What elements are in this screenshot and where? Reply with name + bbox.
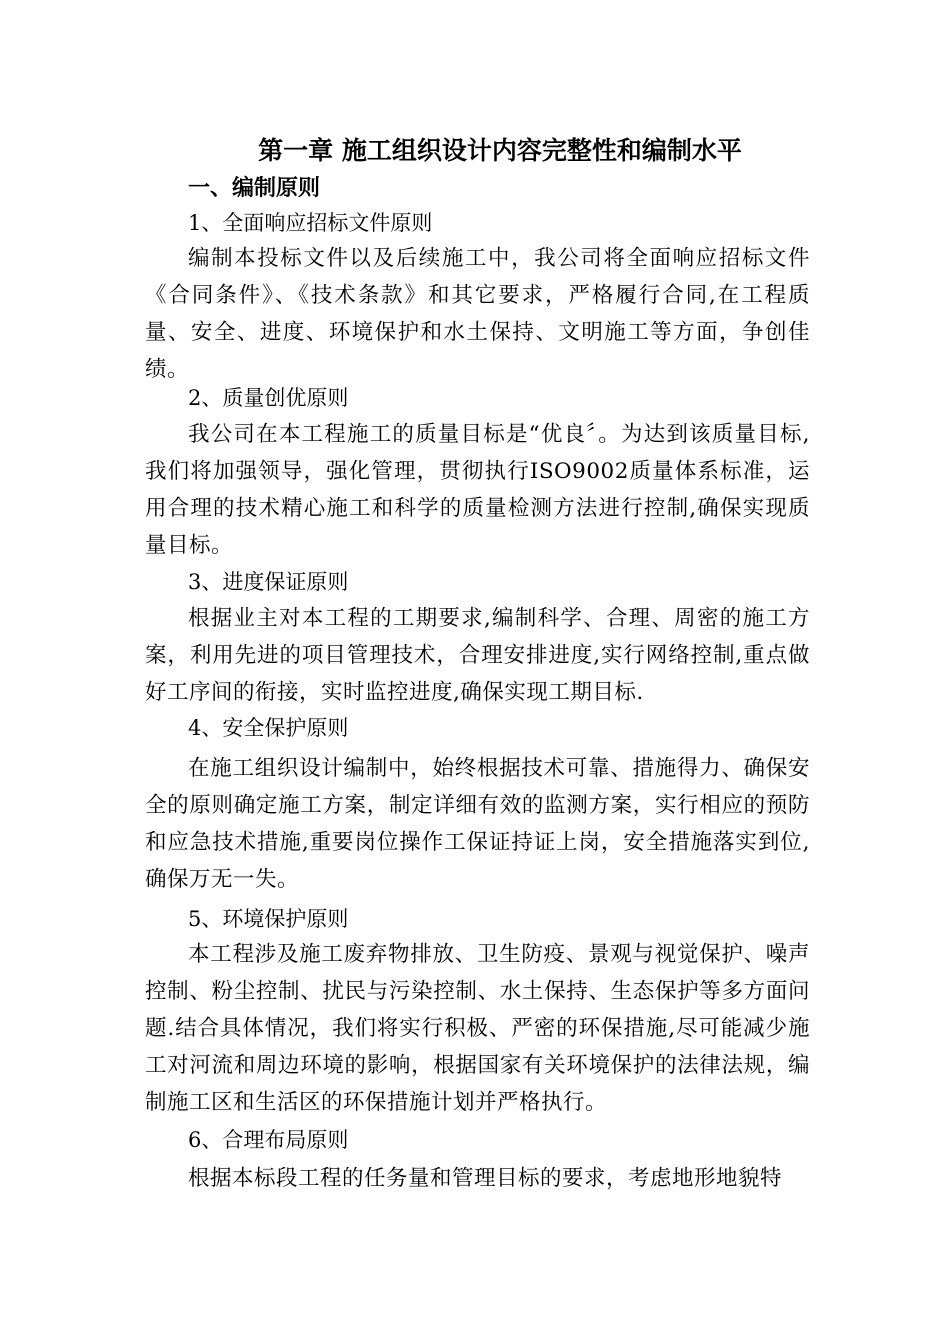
principle-text-5: 本工程涉及施工废弃物排放、卫生防疫、景观与视觉保护、噪声控制、粉尘控制、扰民与污染控制、水土保持、生态保护等多方面问题.结合具体情况，我们将实行积极、严密的环保措施,尽可能减少施工对河流和周边环境的影响，根据国家有关环境保护的法律法规，编制施工区和生活区的环保措施计划并严格执行。 — [145, 942, 810, 1115]
principle-text-6: 根据本标段工程的任务量和管理目标的要求，考虑地形地貌特 — [188, 1166, 783, 1191]
chapter-title: 第一章 施工组织设计内容完整性和编制水平 — [258, 136, 742, 165]
principle-text-4: 在施工组织设计编制中，始终根据技术可靠、措施得力、确保安全的原则确定施工方案，制定详细有效的监测方案，实行相应的预防和应急技术措施,重要岗位操作工保证持证上岗，安全措施落实到位,确保万无一失。 — [145, 756, 810, 892]
principle-heading-6: 6、合理布局原则 — [188, 1128, 349, 1152]
section-heading: 一、编制原则 — [188, 175, 321, 201]
principle-heading-5: 5、环境保护原则 — [188, 907, 349, 931]
principle-heading-1: 1、全面响应招标文件原则 — [188, 211, 433, 235]
principle-text-2: 我公司在本工程施工的质量目标是“优良〞。为达到该质量目标,我们将加强领导，强化管理，贯彻执行ISO9002质量体系标准，运用合理的技术精心施工和科学的质量检测方法进行控制,确保实现质量目标。 — [145, 422, 810, 558]
principle-text-1: 编制本投标文件以及后续施工中，我公司将全面响应招标文件《合同条件》、《技术条款》和其它要求，严格履行合同,在工程质量、安全、进度、环境保护和水土保持、文明施工等方面，争创佳绩。 — [145, 246, 810, 382]
principle-heading-2: 2、质量创优原则 — [188, 386, 349, 410]
principle-text-3: 根据业主对本工程的工期要求,编制科学、合理、周密的施工方案，利用先进的项目管理技术，合理安排进度,实行网络控制,重点做好工序间的衔接，实时监控进度,确保实现工期目标. — [145, 606, 810, 705]
principle-heading-3: 3、进度保证原则 — [188, 570, 349, 594]
principle-heading-4: 4、安全保护原则 — [188, 716, 349, 740]
